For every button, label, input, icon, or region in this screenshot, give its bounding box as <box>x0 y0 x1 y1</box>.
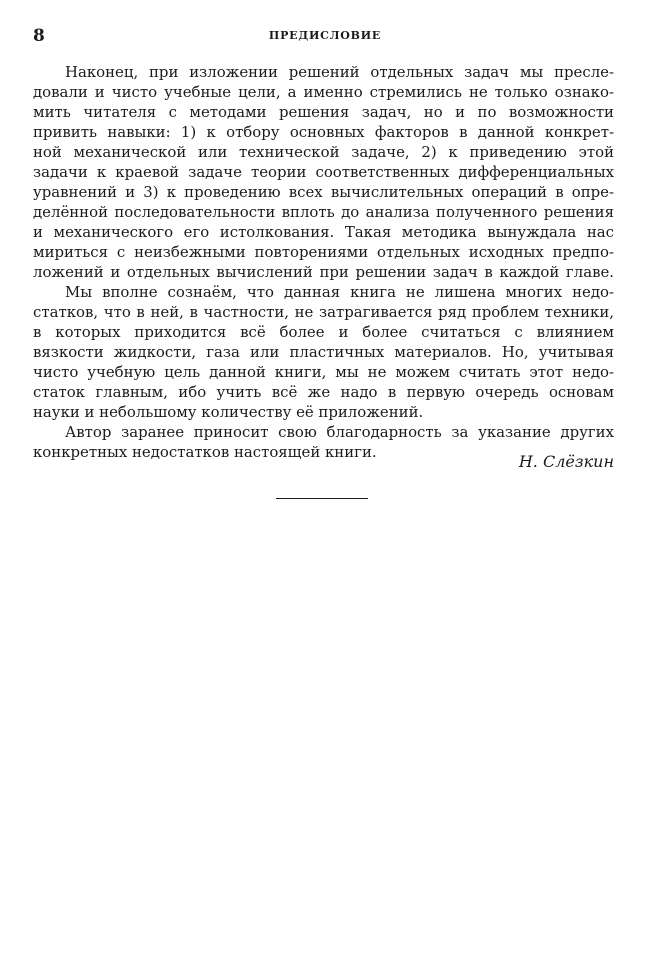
paragraph <box>33 282 614 422</box>
text-line: в которых приходится всё более и более считаться с влиянием <box>33 323 614 341</box>
text-line: статок главным, ибо учить всё же надо в первую очередь основам <box>33 383 614 401</box>
text-line: задачи к краевой задаче теории соответственных дифференциальных <box>33 163 614 181</box>
author-signature: Н. Слёзкин <box>518 452 614 471</box>
text-line: чисто учебную цель данной книги, мы не можем считать этот недо- <box>33 363 614 381</box>
body-text <box>33 62 614 462</box>
running-head: ПРЕДИСЛОВИЕ <box>268 29 382 42</box>
text-line: и механического его истолкования. Такая методика вынуждала нас <box>33 223 614 241</box>
text-line: уравнений и 3) к проведению всех вычислительных операций в опре- <box>33 183 614 201</box>
page-number: 8 <box>33 26 45 46</box>
page-header <box>33 26 617 46</box>
text-line: делённой последовательности вплоть до анализа полученного решения <box>33 203 614 221</box>
text-line: конкретных недостатков настоящей книги. <box>33 443 377 461</box>
text-line: статков, что в ней, в частности, не затрагивается ряд проблем техники, <box>33 303 614 321</box>
text-line: Наконец, при изложении решений отдельных задач мы пресле- <box>65 63 614 81</box>
text-line: ной механической или технической задаче, 2) к приведению этой <box>33 143 614 161</box>
text-line: ложений и отдельных вычислений при решении задач в каждой главе. <box>33 263 614 281</box>
text-line: Мы вполне сознаём, что данная книга не лишена многих недо- <box>65 283 614 301</box>
text-line: Автор заранее приносит свою благодарность за указание других <box>65 423 614 441</box>
text-line: мить читателя с методами решения задач, но и по возможности <box>33 103 614 121</box>
text-line: мириться с неизбежными повторениями отдельных исходных предпо- <box>33 243 614 261</box>
text-line: науки и небольшому количеству её приложений. <box>33 403 424 421</box>
text-line: довали и чисто учебные цели, а именно стремились не только ознако- <box>33 83 614 101</box>
text-line: привить навыки: 1) к отбору основных факторов в данной конкрет- <box>33 123 614 141</box>
section-divider <box>276 498 368 499</box>
text-line: вязкости жидкости, газа или пластичных материалов. Но, учитывая <box>33 343 614 361</box>
paragraph <box>33 62 614 282</box>
